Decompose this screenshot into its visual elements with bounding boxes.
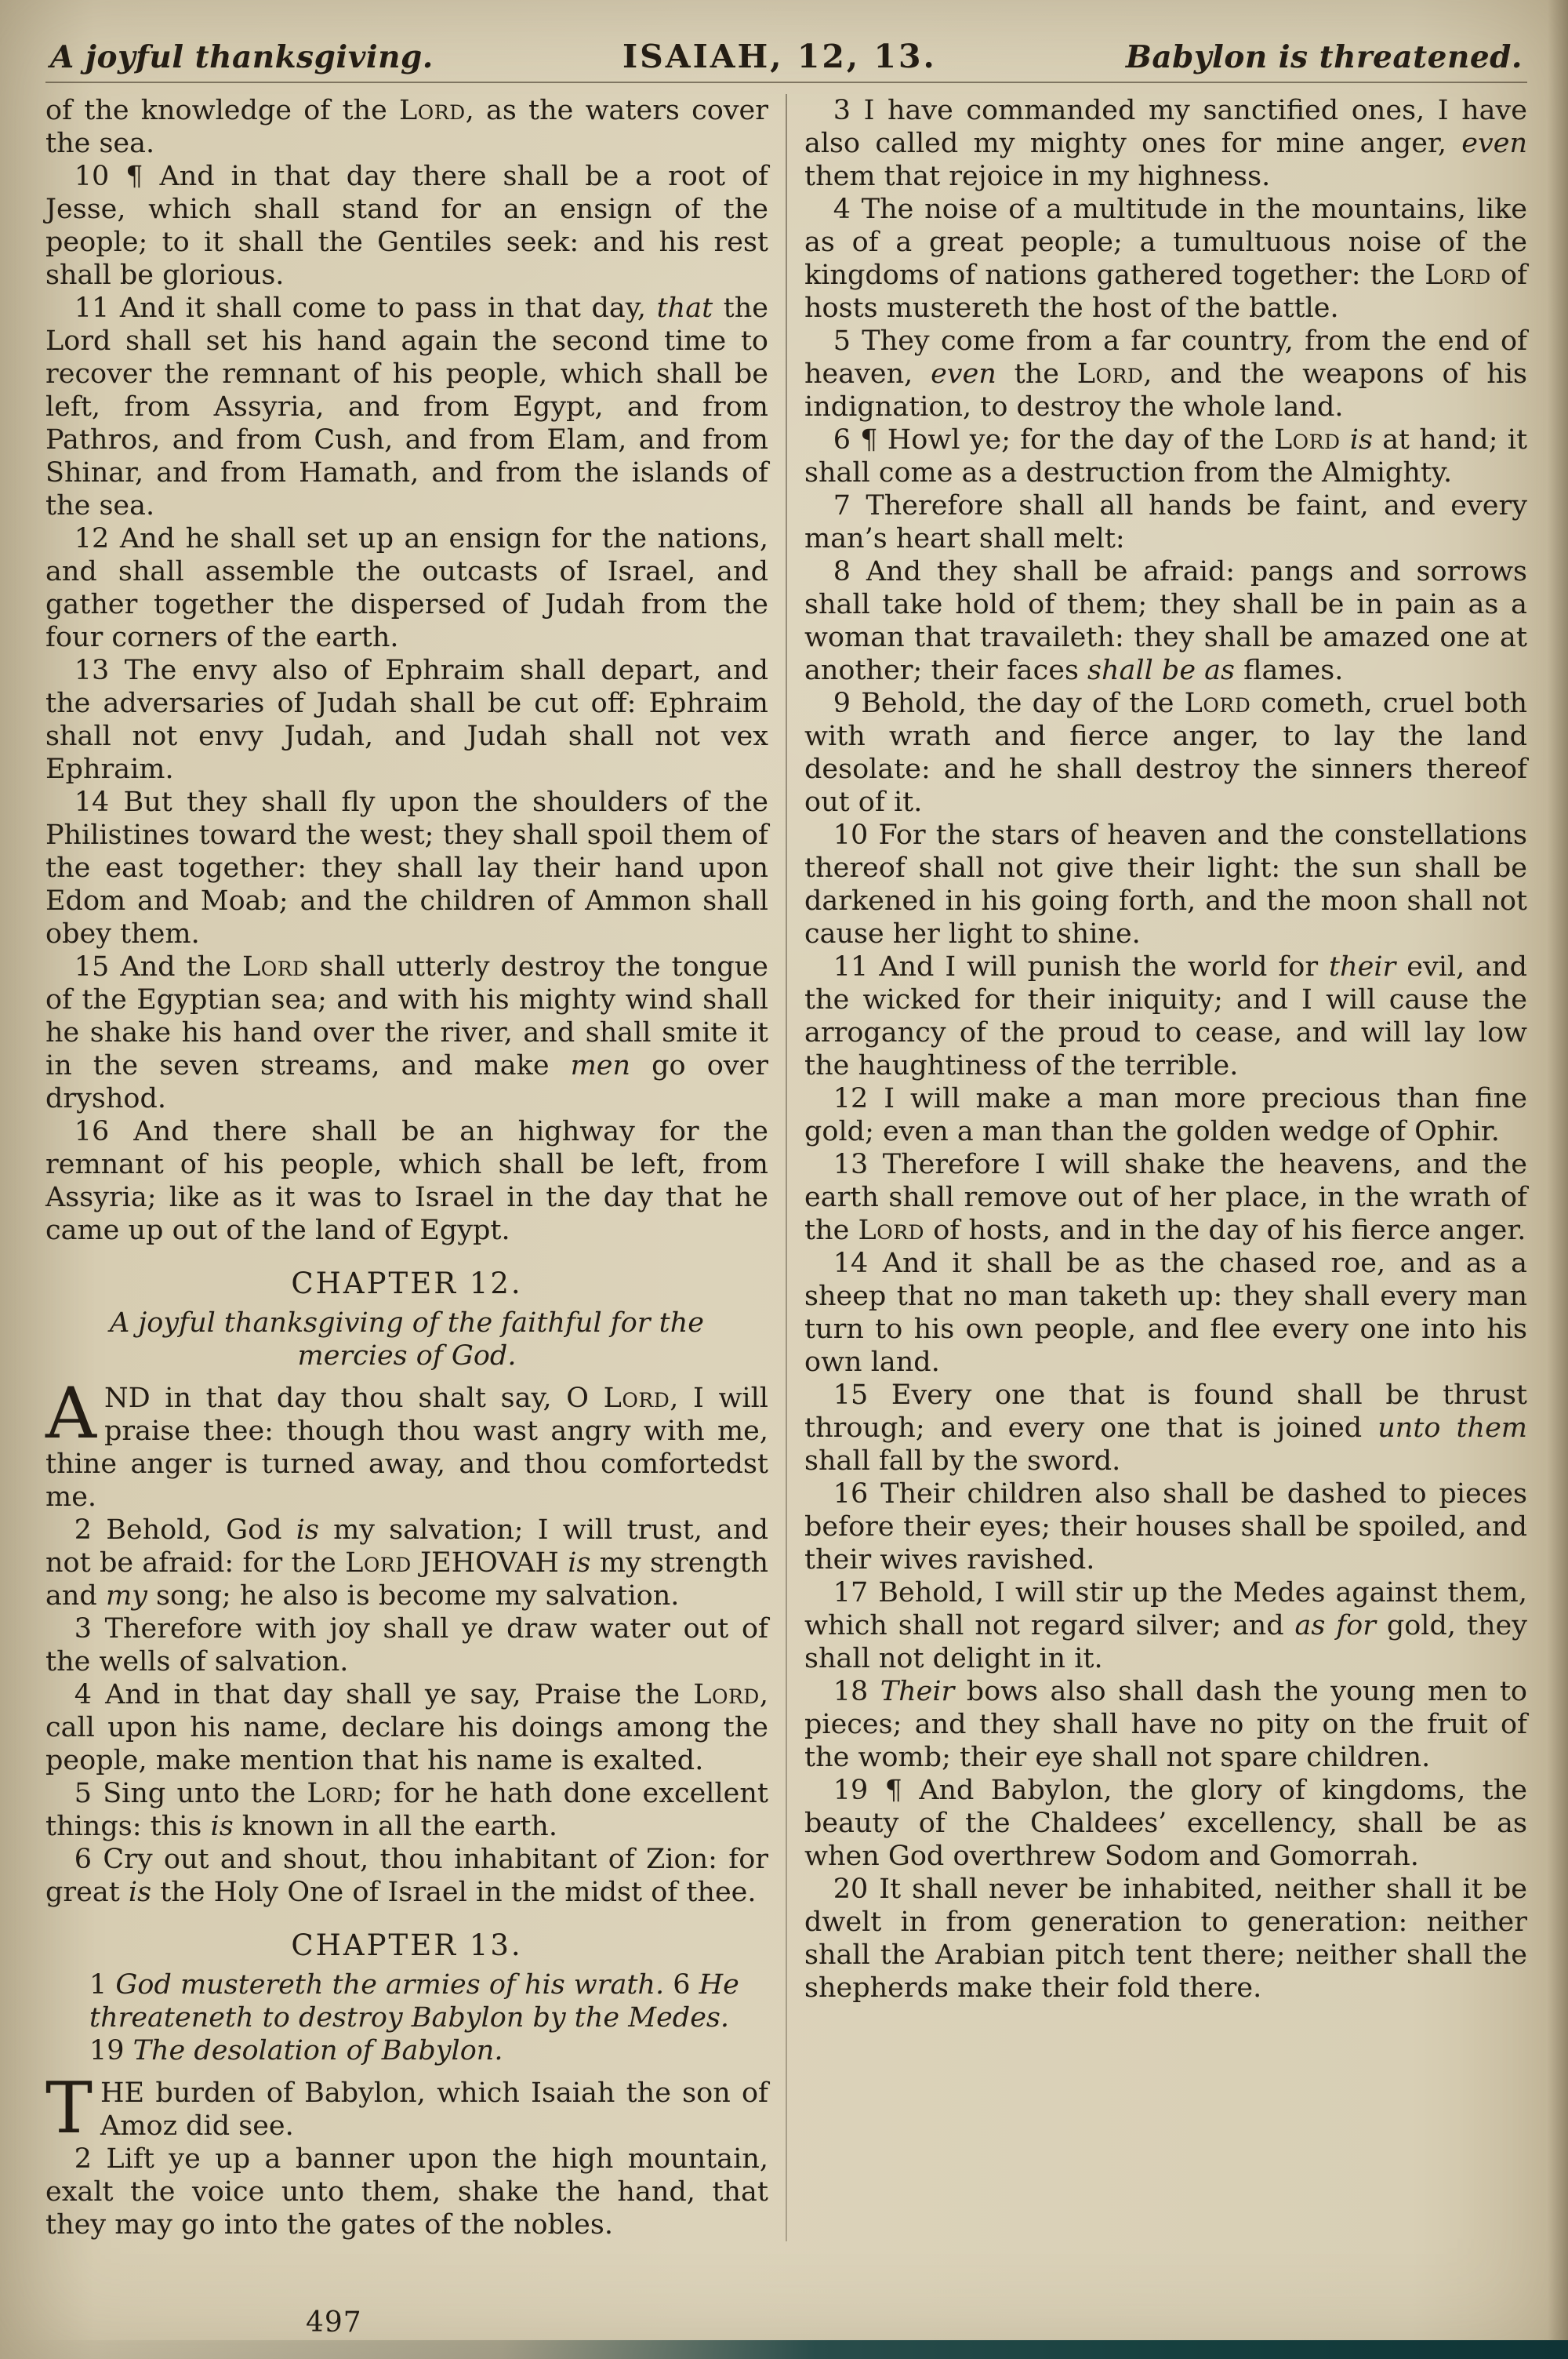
verse-paragraph: 20 It shall never be inhabited, neither shall it be dwelt in from generation to generation: neither shall the Arabian pitch tent there; neither shall the shepherds make their fold there.: [804, 1874, 1527, 2004]
chapter-summary: 1 God mustereth the armies of his wrath. 6 He threateneth to destroy Babylon by the Medes. 19 The desolation of Babylon.: [89, 1969, 739, 2066]
divine-name: Lord: [1076, 358, 1144, 390]
divine-name: Lord: [1425, 260, 1491, 291]
divine-name: Lord: [345, 1547, 412, 1579]
verse-paragraph: 10 ¶ And in that day there shall be a root of Jesse, which shall stand for an ensign of the people; to it shall the Gentiles seek: and his rest shall be glorious.: [45, 161, 768, 291]
verse-paragraph: 4 And in that day shall ye say, Praise the Lord, call upon his name, declare his doings among the people, make mention that his name is exalted.: [45, 1679, 768, 1776]
divine-name: Lord: [307, 1778, 374, 1809]
divine-name: Lord: [1184, 688, 1251, 719]
inline-emphasis: Their: [880, 1676, 955, 1707]
verse-paragraph: 11 And I will punish the world for their evil, and the wicked for their iniquity; and I will cause the arrogancy of the proud to cease, and will lay low the haughtiness of the terrible.: [804, 951, 1527, 1081]
column-divider: [786, 94, 787, 2241]
verse-paragraph: 13 The envy also of Ephraim shall depart, and the adversaries of Judah shall be cut off: Ephraim shall not envy Judah, and Judah shall not vex Ephraim.: [45, 655, 768, 785]
inline-emphasis: men: [570, 1050, 631, 1081]
verse-paragraph: 15 Every one that is found shall be thrust through; and every one that is joined unto them shall fall by the sword.: [804, 1379, 1527, 1477]
verse-paragraph: 3 I have commanded my sanctified ones, I have also called my mighty ones for mine anger, even them that rejoice in my highness.: [804, 95, 1527, 192]
divine-name: Lord: [1273, 424, 1341, 456]
verse-paragraph: AND in that day thou shalt say, O Lord, I will praise thee: though thou wast angry with me, thine anger is turned away, and thou comfortedst me.: [45, 1372, 768, 1513]
left-column: [45, 94, 768, 2241]
verse-paragraph: 12 And he shall set up an ensign for the nations, and shall assemble the outcasts of Israel, and gather together the dispersed of Judah from the four corners of the earth.: [45, 523, 768, 653]
drop-cap: A: [45, 1372, 96, 1455]
inline-emphasis: even: [1461, 128, 1527, 159]
verse-paragraph: 19 ¶ And Babylon, the glory of kingdoms, the beauty of the Chaldees’ excellency, shall be as when God overthrew Sodom and Gomorrah.: [804, 1775, 1527, 1872]
chapter-heading: CHAPTER 13.: [291, 1928, 523, 1962]
page-header: [45, 30, 1527, 77]
verse-paragraph: 12 I will make a man more precious than fine gold; even a man than the golden wedge of Ophir.: [804, 1083, 1527, 1147]
verse-paragraph: 17 Behold, I will stir up the Medes against them, which shall not regard silver; and as for gold, they shall not delight in it.: [804, 1577, 1527, 1674]
verse-paragraph: 4 The noise of a multitude in the mountains, like as of a great people; a tumultuous noise of the kingdoms of nations gathered together: the Lord of hosts mustereth the host of the battle.: [804, 194, 1528, 324]
book-edge: [0, 2340, 1568, 2359]
verse-paragraph: 16 Their children also shall be dashed to pieces before their eyes; their houses shall be spoiled, and their wives ravished.: [804, 1478, 1527, 1576]
verse-paragraph: 7 Therefore shall all hands be faint, and every man’s heart shall melt:: [804, 490, 1527, 554]
chapter-summary: A joyful thanksgiving of the faithful for the mercies of God.: [110, 1307, 704, 1372]
verse-paragraph: 6 Cry out and shout, thou inhabitant of Zion: for great is the Holy One of Israel in the midst of thee.: [45, 1844, 768, 1908]
divine-name: Lord: [858, 1215, 925, 1246]
verse-paragraph: 16 And there shall be an highway for the remnant of his people, which shall be left, from Assyria; like as it was to Israel in the day that he came up out of the land of Egypt.: [45, 1116, 768, 1246]
divine-name: Lord: [399, 95, 466, 126]
inline-emphasis: is: [1349, 424, 1373, 456]
inline-emphasis: as for: [1294, 1610, 1376, 1641]
text-columns: [45, 94, 1527, 2241]
verse-paragraph: 5 Sing unto the Lord; for he hath done excellent things: this is known in all the earth.: [45, 1778, 768, 1842]
inline-emphasis: 19: [89, 2035, 125, 2066]
verse-paragraph: 15 And the Lord shall utterly destroy the tongue of the Egyptian sea; and with his mighty wind shall he shake his hand over the river, and shall smite it in the seven streams, and make men go over dryshod.: [45, 951, 768, 1114]
inline-emphasis: 1: [89, 1969, 107, 2001]
inline-emphasis: their: [1329, 951, 1396, 983]
verse-paragraph: 14 And it shall be as the chased roe, and as a sheep that no man taketh up: they shall every man turn to his own people, and flee every one into his own land.: [804, 1248, 1527, 1378]
verse-paragraph: 5 They come from a far country, from the end of heaven, even the Lord, and the weapons of his indignation, to destroy the whole land.: [804, 325, 1527, 423]
inline-emphasis: that: [656, 293, 713, 324]
verse-paragraph: 18 Their bows also shall dash the young men to pieces; and they shall have no pity on the fruit of the womb; their eye shall not spare children.: [804, 1676, 1527, 1773]
running-head-right: Babylon is threatened.: [1125, 39, 1523, 75]
verse-paragraph: 11 And it shall come to pass in that day, that the Lord shall set his hand again the second time to recover the remnant of his people, which shall be left, from Assyria, and from Egypt, and from Pathros, and from Cush, and from Elam, and from Shinar, and from Hamath, and from the islands of the sea.: [45, 293, 768, 522]
inline-emphasis: is: [296, 1514, 319, 1546]
inline-emphasis: is: [210, 1811, 234, 1842]
page-edge-shadow: [1548, 0, 1568, 2359]
chapter-heading: CHAPTER 12.: [291, 1267, 523, 1300]
divine-name: Lord: [693, 1679, 760, 1710]
inline-emphasis: my: [105, 1580, 147, 1612]
verse-paragraph: 13 Therefore I will shake the heavens, and the earth shall remove out of her place, in the wrath of the Lord of hosts, and in the day of his fierce anger.: [804, 1149, 1527, 1246]
verse-paragraph: 9 Behold, the day of the Lord cometh, cruel both with wrath and fierce anger, to lay the land desolate: and he shall destroy the sinners thereof out of it.: [804, 688, 1527, 818]
verse-paragraph: 10 For the stars of heaven and the constellations thereof shall not give their light: the sun shall be darkened in his going forth, and the moon shall not cause her light to shine.: [804, 820, 1527, 950]
verse-paragraph: THE burden of Babylon, which Isaiah the son of Amoz did see.: [45, 2067, 768, 2150]
verse-paragraph: of the knowledge of the Lord, as the waters cover the sea.: [45, 95, 768, 159]
drop-cap: T: [45, 2067, 93, 2150]
inline-emphasis: even: [931, 358, 996, 390]
inline-emphasis: shall be as: [1087, 655, 1236, 686]
verse-paragraph: 2 Lift ye up a banner upon the high mountain, exalt the voice unto them, shake the hand, that they may go into the gates of the nobles.: [45, 2143, 768, 2241]
inline-emphasis: is: [568, 1547, 591, 1579]
verse-paragraph: 2 Behold, God is my salvation; I will trust, and not be afraid: for the Lord JEHOVAH is my strength and my song; he also is become my salvation.: [45, 1514, 768, 1612]
verse-paragraph: 6 ¶ Howl ye; for the day of the Lord is at hand; it shall come as a destruction from the Almighty.: [804, 424, 1528, 489]
inline-emphasis: 6: [673, 1969, 691, 2001]
page-number: 497: [306, 2306, 362, 2339]
verse-paragraph: 8 And they shall be afraid: pangs and sorrows shall take hold of them; they shall be in pain as a woman that travaileth: they shall be amazed one at another; their faces shall be as flames.: [804, 556, 1527, 686]
inline-emphasis: unto them: [1377, 1412, 1527, 1444]
inline-emphasis: is: [128, 1877, 152, 1908]
page-title: ISAIAH, 12, 13.: [622, 38, 937, 75]
verse-paragraph: 3 Therefore with joy shall ye draw water out of the wells of salvation.: [45, 1613, 768, 1677]
header-rule: [45, 82, 1527, 83]
running-head-left: A joyful thanksgiving.: [50, 39, 434, 75]
divine-name: Lord: [241, 951, 309, 983]
right-column: [804, 94, 1527, 2005]
verse-paragraph: 14 But they shall fly upon the shoulders of the Philistines toward the west; they shall spoil them of the east together: they shall lay their hand upon Edom and Moab; and the children of Ammon shall obey them.: [45, 787, 768, 950]
divine-name: Lord: [603, 1383, 670, 1414]
